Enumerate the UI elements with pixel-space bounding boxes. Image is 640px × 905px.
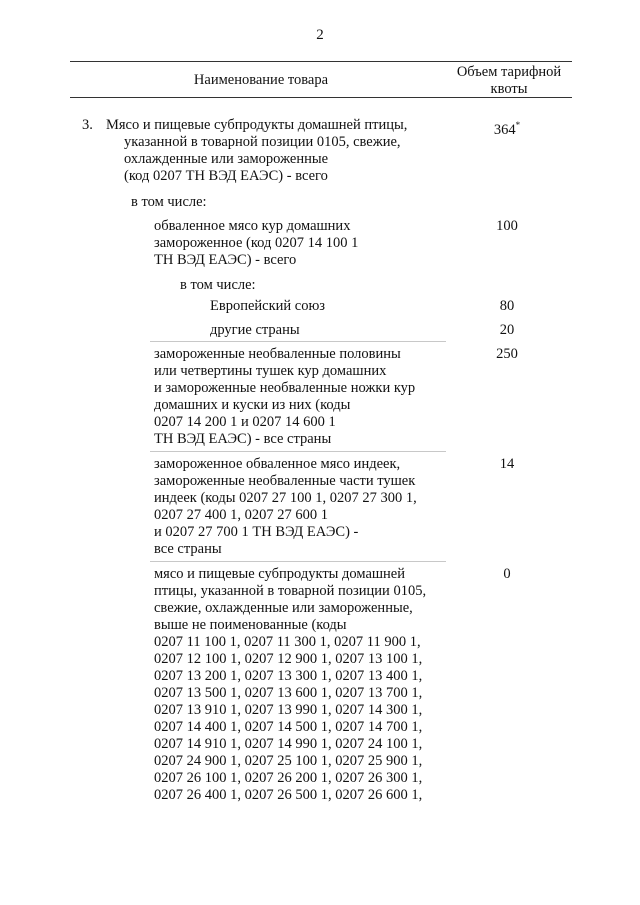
table-header-rule (70, 97, 572, 98)
item-number: 3. (82, 117, 93, 133)
country-other-value: 20 (499, 322, 515, 338)
country-eu-value: 80 (499, 298, 515, 314)
country-other: другие страны (210, 322, 300, 338)
item-name-line: (код 0207 ТН ВЭД ЕАЭС) - всего (124, 168, 328, 184)
sub3-line: замороженное обваленное мясо индеек, (154, 456, 401, 472)
sub3-line: и 0207 27 700 1 ТН ВЭД ЕАЭС) - (154, 524, 359, 540)
item-quota-number: 364 (493, 122, 516, 138)
sub4-line: 0207 14 910 1, 0207 14 990 1, 0207 24 100 1, (154, 736, 423, 752)
sub4-line: 0207 11 100 1, 0207 11 300 1, 0207 11 900 1, (154, 634, 421, 650)
sub3-line: 0207 27 400 1, 0207 27 600 1 (154, 507, 328, 523)
row-separator (150, 451, 446, 452)
sub2-line: замороженные необваленные половины (154, 346, 401, 362)
item-quota-value (452, 117, 562, 139)
sub2-line: домашних и куски из них (коды (154, 397, 351, 413)
sub4-line: птицы, указанной в товарной позиции 0105, (154, 583, 427, 599)
item-name-line: указанной в товарной позиции 0105, свежие, (124, 134, 401, 150)
country-eu: Европейский союз (210, 298, 326, 314)
sub3-quota-value: 14 (499, 456, 515, 472)
sub1-line: замороженное (код 0207 14 100 1 (154, 235, 359, 251)
sub4-line: выше не поименованные (коды (154, 617, 347, 633)
sub4-line: 0207 12 100 1, 0207 12 900 1, 0207 13 100 1, (154, 651, 423, 667)
sub1-quota-value: 100 (496, 218, 518, 234)
sub2-quota-value: 250 (496, 346, 518, 362)
column-header-volume: Объем тарифной квоты (456, 64, 562, 97)
sub4-quota-value: 0 (503, 566, 511, 582)
sub4-line: 0207 13 500 1, 0207 13 600 1, 0207 13 700 1, (154, 685, 423, 701)
column-header-name: Наименование товара (193, 72, 329, 88)
sub4-line: 0207 26 400 1, 0207 26 500 1, 0207 26 600 1, (154, 787, 423, 803)
sub4-line: 0207 26 100 1, 0207 26 200 1, 0207 26 300 1, (154, 770, 423, 786)
page-number: 2 (316, 27, 324, 43)
sub1-including-label: в том числе: (180, 277, 256, 293)
sub4-line: 0207 24 900 1, 0207 25 100 1, 0207 25 900 1, (154, 753, 423, 769)
sub3-line: замороженные необваленные части тушек (154, 473, 416, 489)
sub3-line: все страны (154, 541, 222, 557)
item-name-line: охлажденные или замороженные (124, 151, 329, 167)
sub3-line: индеек (коды 0207 27 100 1, 0207 27 300 1, (154, 490, 417, 506)
sub4-line: мясо и пищевые субпродукты домашней (154, 566, 406, 582)
footnote-mark: * (515, 120, 521, 130)
row-separator (150, 561, 446, 562)
including-label: в том числе: (131, 194, 207, 210)
sub2-line: или четвертины тушек кур домашних (154, 363, 387, 379)
sub1-line: ТН ВЭД ЕАЭС) - всего (154, 252, 297, 268)
item-name-line: Мясо и пищевые субпродукты домашней птицы, (106, 117, 408, 133)
sub2-line: и замороженные необваленные ножки кур (154, 380, 416, 396)
row-separator (150, 341, 446, 342)
sub2-line: ТН ВЭД ЕАЭС) - все страны (154, 431, 332, 447)
sub4-line: 0207 13 200 1, 0207 13 300 1, 0207 13 400 1, (154, 668, 423, 684)
table-top-rule (70, 61, 572, 62)
sub4-line: свежие, охлажденные или замороженные, (154, 600, 413, 616)
sub1-line: обваленное мясо кур домашних (154, 218, 351, 234)
sub4-line: 0207 14 400 1, 0207 14 500 1, 0207 14 700 1, (154, 719, 423, 735)
sub4-line: 0207 13 910 1, 0207 13 990 1, 0207 14 300 1, (154, 702, 423, 718)
sub2-line: 0207 14 200 1 и 0207 14 600 1 (154, 414, 336, 430)
